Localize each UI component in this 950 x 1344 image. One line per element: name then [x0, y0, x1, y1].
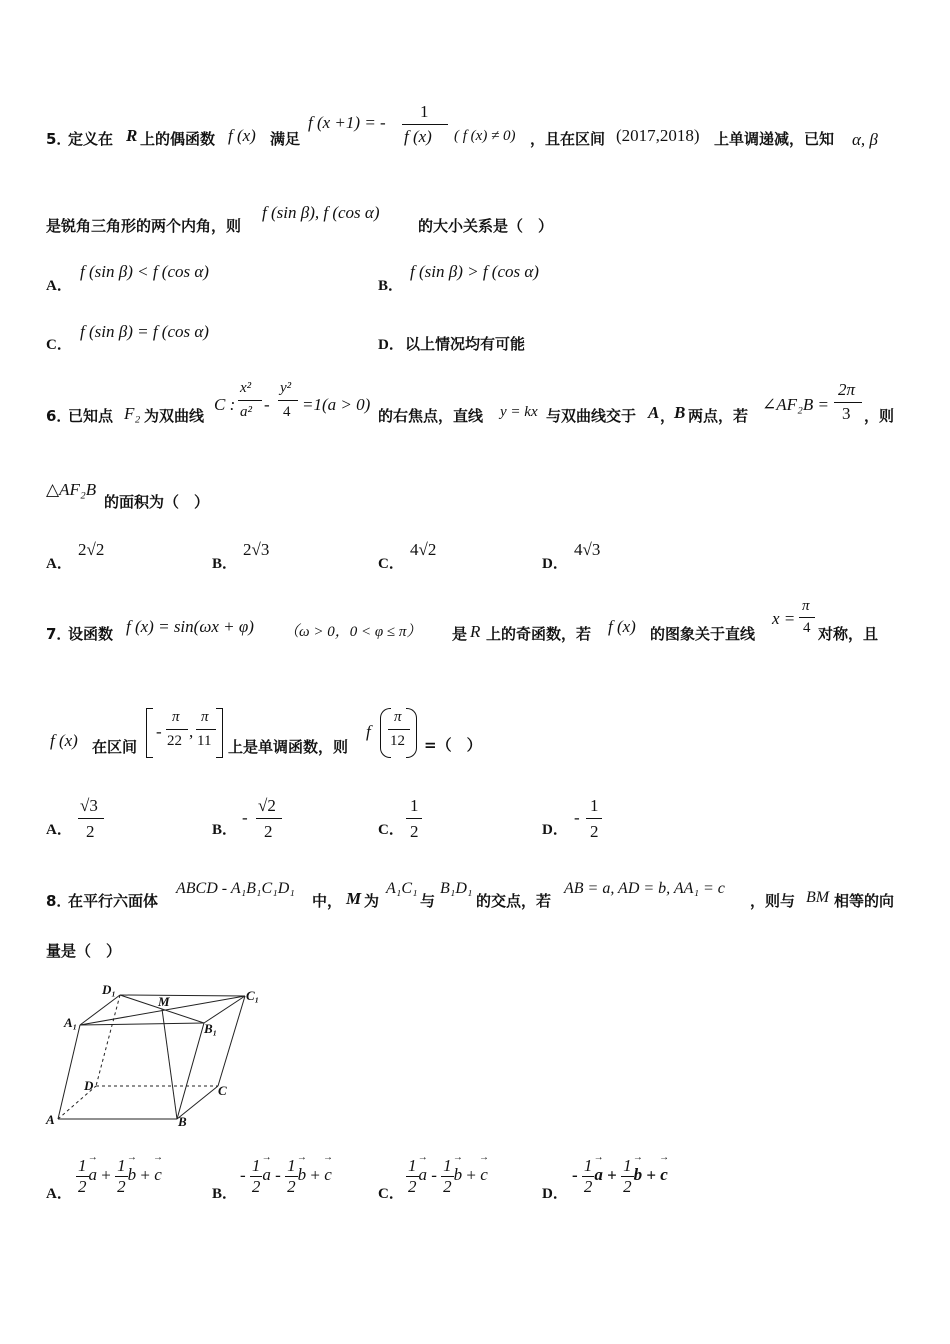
- comma: ，: [660, 407, 676, 425]
- segment-A1C1: A₁C₁: [386, 880, 418, 897]
- stem-text: 的交点，若: [476, 892, 552, 910]
- angle-expr: ∠AF₂B =: [762, 395, 830, 414]
- stem-text: 对称，且: [818, 625, 879, 643]
- option-a-denominator[interactable]: 2: [86, 822, 95, 841]
- pi: π: [201, 709, 209, 725]
- option-b[interactable]: f (sin β) > f (cos α): [410, 262, 539, 281]
- stem-text: 在区间: [92, 738, 138, 756]
- option-a-label[interactable]: A．: [46, 556, 72, 572]
- fraction-bar: [78, 818, 104, 819]
- option-a-label[interactable]: A．: [46, 1186, 72, 1202]
- question-number: 6．: [46, 407, 72, 425]
- a-squared: a²: [240, 404, 252, 420]
- question-number: 7．: [46, 625, 72, 643]
- option-b[interactable]: - $\frac{1}{2}$ → a - $\frac{1}{2}$ → b + → c: [240, 1156, 332, 1197]
- label-C1: C₁: [246, 988, 260, 1003]
- fraction-bar: [402, 124, 448, 125]
- interval: (2017,2018): [616, 126, 700, 145]
- stem-text: 上单调递减，已知: [714, 130, 835, 148]
- option-b-label[interactable]: B．: [212, 556, 238, 572]
- equation-denominator: f (x): [404, 127, 432, 146]
- option-b-numerator[interactable]: √2: [258, 796, 276, 815]
- option-c-label[interactable]: C．: [46, 337, 72, 353]
- option-c-numerator[interactable]: 1: [410, 796, 419, 815]
- option-b-label[interactable]: B．: [378, 278, 404, 294]
- option-d-denominator[interactable]: 2: [590, 822, 599, 841]
- stem-text: 是: [452, 625, 468, 643]
- label-A: A: [46, 1112, 55, 1127]
- option-d[interactable]: 以上情况均有可能: [405, 335, 526, 353]
- stem-text: ，则与: [750, 892, 796, 910]
- question-number: 8．: [46, 892, 72, 910]
- denominator: 12: [390, 733, 405, 749]
- option-c-label[interactable]: C．: [378, 1186, 404, 1202]
- stem-text: 满足: [270, 130, 301, 148]
- math-fx: f (x): [608, 617, 636, 636]
- option-b-label[interactable]: B．: [212, 1186, 238, 1202]
- option-c-label[interactable]: C．: [378, 822, 404, 838]
- bracket-left: [146, 708, 153, 758]
- option-a[interactable]: f (sin β) < f (cos α): [80, 262, 209, 281]
- stem-text: 的图象关于直线: [650, 625, 756, 643]
- paren-right: [406, 708, 417, 758]
- x-squared: x²: [240, 380, 252, 396]
- stem-text: 与双曲线交于: [546, 407, 637, 425]
- point-B: B: [674, 403, 686, 422]
- fraction-bar: [834, 402, 862, 403]
- fraction-bar: [166, 729, 188, 730]
- option-c[interactable]: $\frac{1}{2}$ → a - $\frac{1}{2}$ → b + → c: [406, 1156, 488, 1197]
- option-d[interactable]: - $\frac{1}{2}$ → a + $\frac{1}{2}$ → b + → c: [572, 1156, 668, 1197]
- label-B: B: [178, 1114, 187, 1129]
- angle-denominator: 3: [842, 404, 851, 423]
- point-A: A: [648, 403, 660, 422]
- stem-text: 为: [364, 892, 380, 910]
- triangle: △AF₂B: [46, 480, 97, 499]
- stem-text: 上的偶函数: [140, 130, 216, 148]
- stem-text: ，且在区间: [530, 130, 606, 148]
- option-b-label[interactable]: B．: [212, 822, 238, 838]
- math-fx: f (x): [228, 126, 256, 145]
- option-d-sign[interactable]: -: [574, 808, 580, 827]
- option-c-denominator[interactable]: 2: [410, 822, 419, 841]
- option-a-label[interactable]: A．: [46, 278, 72, 294]
- function-def: f (x) = sin(ωx + φ): [126, 617, 254, 636]
- fraction-bar: [799, 617, 815, 618]
- set-R: R: [470, 622, 481, 641]
- option-b-sign[interactable]: -: [242, 808, 248, 827]
- vector-defs: AB = a, AD = b, AA₁ = c: [564, 880, 725, 897]
- label-D1: D₁: [102, 982, 116, 997]
- stem-text: 量是（ ）: [46, 942, 122, 960]
- fraction-bar: [238, 400, 262, 401]
- stem-text: 已知点: [68, 407, 114, 425]
- equation-numerator: 1: [420, 102, 429, 121]
- option-c-label[interactable]: C．: [378, 556, 404, 572]
- option-a[interactable]: 2√2: [78, 540, 105, 559]
- stem-text: 与: [420, 892, 436, 910]
- fraction-bar: [406, 818, 422, 819]
- math-compare: f (sin β), f (cos α): [262, 203, 380, 222]
- denominator-4: 4: [803, 620, 811, 636]
- equation-rhs: =1(a > 0): [302, 395, 371, 414]
- x-equals: x =: [772, 609, 796, 628]
- fraction-bar: [196, 729, 216, 730]
- label-B1: B₁: [204, 1021, 218, 1036]
- stem-text: 设函数: [68, 625, 114, 643]
- math-fx: f (x): [50, 731, 78, 750]
- solid-name: ABCD - A₁B₁C₁D₁: [176, 880, 295, 897]
- minus-sign: -: [264, 395, 270, 414]
- f-symbol: f: [366, 722, 371, 741]
- stem-text: 的面积为（ ）: [104, 493, 210, 511]
- parallelepiped-figure: [40, 980, 280, 1130]
- curve-name: C :: [214, 395, 236, 414]
- stem-text: 相等的向: [834, 892, 895, 910]
- label-D: D: [84, 1078, 94, 1093]
- point-F2: F₂: [124, 404, 141, 423]
- fraction-bar: [278, 400, 298, 401]
- angles: α, β: [852, 130, 878, 149]
- denominator: 11: [197, 733, 212, 749]
- fraction-bar: [586, 818, 602, 819]
- stem-text: 上是单调函数，则: [228, 738, 349, 756]
- equation-lhs: f (x +1) = -: [308, 113, 386, 132]
- stem-text: 的大小关系是（ ）: [418, 217, 554, 235]
- question-5-stem-line2: [46, 215, 241, 236]
- option-b[interactable]: 2√3: [243, 540, 270, 559]
- stem-text: 两点，若: [688, 407, 749, 425]
- fraction-bar: [256, 818, 282, 819]
- point-M: M: [346, 889, 362, 908]
- pi: π: [802, 598, 810, 614]
- stem-text: 定义在: [68, 130, 114, 148]
- option-d-label[interactable]: D．: [542, 822, 568, 838]
- stem-text: 的右焦点，直线: [378, 407, 484, 425]
- condition: （ω > 0，0 < φ ≤ π）: [284, 624, 422, 640]
- stem-text: 在平行六面体: [68, 892, 159, 910]
- option-c[interactable]: 4√2: [410, 540, 437, 559]
- stem-text: 是锐角三角形的两个内角，则: [46, 217, 242, 235]
- option-d-numerator[interactable]: 1: [590, 796, 599, 815]
- angle-numerator: 2π: [838, 380, 856, 399]
- option-d[interactable]: 4√3: [574, 540, 601, 559]
- label-C: C: [218, 1083, 227, 1098]
- vector-BM: BM: [806, 889, 830, 906]
- pi: π: [172, 709, 180, 725]
- option-a-label[interactable]: A．: [46, 822, 72, 838]
- pi: π: [394, 709, 402, 725]
- minus-sign: -: [156, 722, 162, 741]
- set-R: R: [126, 126, 138, 145]
- condition: ( f (x) ≠ 0): [454, 128, 516, 144]
- question-number: 5．: [46, 130, 72, 148]
- stem-text: ，则: [864, 407, 895, 425]
- stem-text: 为双曲线: [144, 407, 205, 425]
- y-squared: y²: [280, 380, 292, 396]
- option-a[interactable]: $\frac{1}{2}$ → a + $\frac{1}{2}$ → b + → c: [76, 1156, 162, 1197]
- option-d-label[interactable]: D．: [542, 1186, 568, 1202]
- option-c[interactable]: f (sin β) = f (cos α): [80, 322, 209, 341]
- line-eq: y = kx: [500, 404, 538, 420]
- option-d-label[interactable]: D．: [542, 556, 568, 572]
- option-b-denominator[interactable]: 2: [264, 822, 273, 841]
- stem-text: =（ ）: [424, 736, 482, 754]
- segment-B1D1: B₁D₁: [440, 880, 473, 897]
- stem-text: 中，: [312, 892, 343, 910]
- stem-text: 上的奇函数，若: [486, 625, 592, 643]
- denominator: 22: [167, 733, 182, 749]
- denominator-4: 4: [283, 404, 291, 420]
- bracket-right: [216, 708, 223, 758]
- option-d-label[interactable]: D．: [378, 337, 404, 353]
- label-A1: A₁: [64, 1015, 78, 1030]
- option-a-numerator[interactable]: √3: [80, 796, 98, 815]
- label-M: M: [158, 994, 170, 1009]
